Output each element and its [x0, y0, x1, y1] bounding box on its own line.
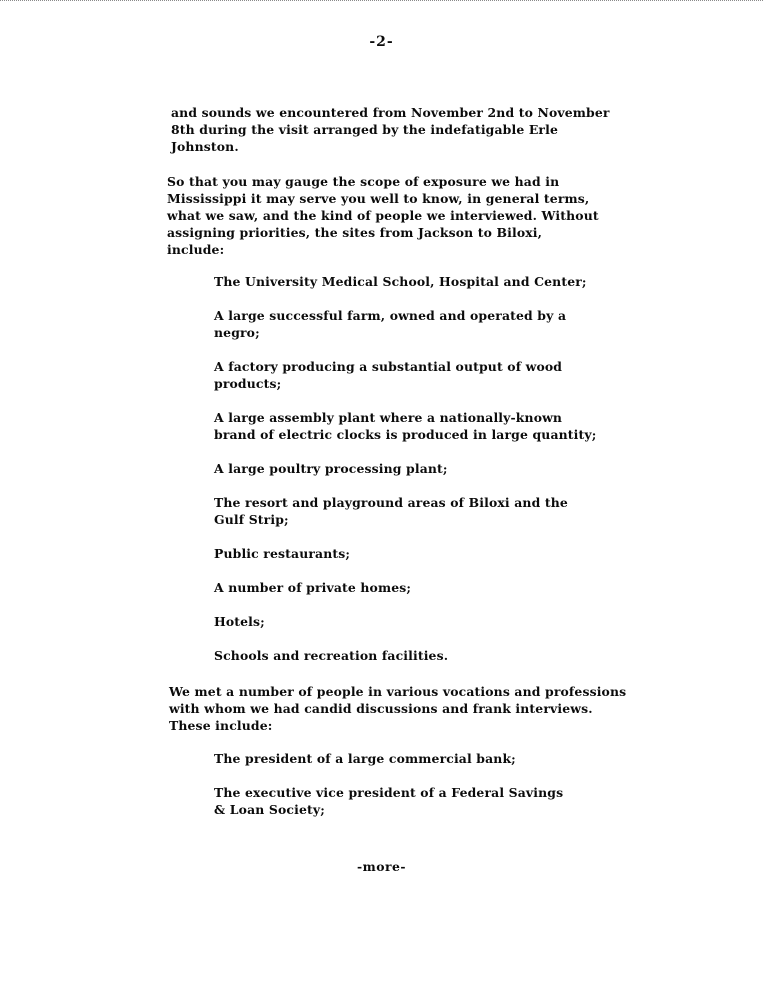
- site-item: Schools and recreation facilities.: [214, 648, 449, 663]
- site-item: The resort and playground areas of Biloxi and the Gulf Strip;: [214, 495, 568, 527]
- paragraph-sites-intro: So that you may gauge the scope of exposure we had in Mississippi it may serve you well to know, in general terms, what we saw, and the kind of people we interviewed. Without assigning priorities, the sites from Jackson to Biloxi, include:: [167, 174, 599, 257]
- paragraph-people-intro: We met a number of people in various vocations and professions with whom we had candid discussions and frank interviews. These include:: [169, 684, 627, 733]
- people-list: [214, 750, 654, 835]
- site-item: A factory producing a substantial output of wood products;: [214, 359, 563, 391]
- sites-list: [214, 273, 654, 681]
- site-item: Public restaurants;: [214, 546, 351, 561]
- page-number: -2-: [369, 34, 394, 50]
- paragraph-intro-continuation: and sounds we encountered from November 2nd to November 8th during the visit arranged by the indefatigable Erle Johnston.: [171, 105, 610, 154]
- site-item: A number of private homes;: [214, 580, 412, 595]
- site-item: Hotels;: [214, 614, 265, 629]
- person-item: The executive vice president of a Federal Savings & Loan Society;: [214, 785, 564, 817]
- person-item: The president of a large commercial bank;: [214, 751, 516, 766]
- site-item: A large assembly plant where a nationally-known brand of electric clocks is produced in large quantity;: [214, 410, 597, 442]
- site-item: The University Medical School, Hospital and Center;: [214, 274, 587, 289]
- site-item: A large successful farm, owned and operated by a negro;: [214, 308, 567, 340]
- site-item: A large poultry processing plant;: [214, 461, 448, 476]
- continuation-marker: -more-: [356, 859, 407, 874]
